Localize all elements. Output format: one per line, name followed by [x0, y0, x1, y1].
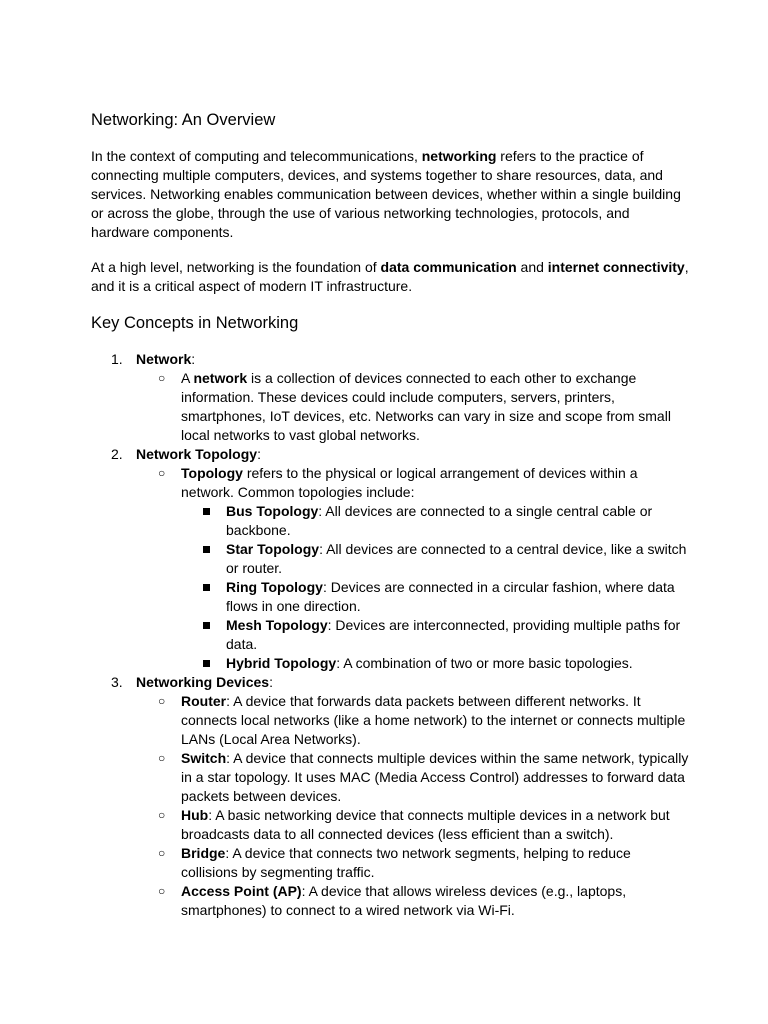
topology-item [181, 502, 691, 540]
sub-item-term: Access Point (AP) [181, 883, 302, 899]
sub-item-text: : A device that connects multiple devices within the same network, typically in a star topology. It uses MAC (Media Access Control) addresses to forward data packets between devices. [181, 750, 689, 804]
intro-text: , and it is a critical aspect of modern IT infrastructure. [91, 259, 689, 294]
intro-text: In the context of computing and telecommunications, [91, 148, 422, 164]
sub-item-term: Router [181, 693, 227, 709]
sub-item-text: : A device that connects two network segments, helping to reduce collisions by segmenting traffic. [181, 845, 631, 880]
topology-item [181, 540, 691, 578]
sub-list-item [136, 806, 691, 844]
topology-item [181, 578, 691, 616]
intro-bold-term: data communication [380, 259, 517, 275]
section-title: Key Concepts in Networking [91, 314, 299, 332]
sub-item-text: A [181, 370, 194, 386]
square-bullet-icon [203, 660, 210, 667]
list-item [91, 673, 691, 920]
list-number: 1. [111, 351, 123, 367]
sub-item-term: Hub [181, 807, 209, 823]
sub-list-item [136, 464, 691, 673]
circle-bullet-icon: ○ [158, 846, 166, 860]
topology-term: Mesh Topology [226, 617, 328, 633]
topology-term: Bus Topology [226, 503, 319, 519]
topology-text: : Devices are connected in a circular fashion, where data flows in one direction. [226, 579, 675, 614]
list-number: 2. [111, 446, 123, 462]
circle-bullet-icon: ○ [158, 371, 166, 385]
item-colon: : [191, 351, 196, 367]
topology-item [181, 616, 691, 654]
circle-bullet-icon: ○ [158, 694, 166, 708]
page-title: Networking: An Overview [91, 111, 276, 129]
item-heading: Network Topology [136, 446, 258, 462]
sub-list-item [136, 844, 691, 882]
item-heading: Network [136, 351, 192, 367]
list-item [91, 445, 691, 673]
sub-item-term: Topology [181, 465, 243, 481]
list-item [91, 350, 691, 445]
circle-bullet-icon: ○ [158, 466, 166, 480]
concept-list [91, 350, 691, 920]
sub-item-term: Bridge [181, 845, 226, 861]
topology-text: : Devices are interconnected, providing multiple paths for data. [226, 617, 681, 652]
intro-paragraph [91, 258, 691, 296]
topology-text: : A combination of two or more basic topologies. [336, 655, 633, 671]
intro-bold-term: networking [421, 148, 497, 164]
sub-item-text: : A device that forwards data packets between different networks. It connects local networks (like a home network) to the internet or connects multiple LANs (Local Area Networks). [181, 693, 686, 747]
intro-text: and [516, 259, 548, 275]
sub-item-text: : A device that allows wireless devices (e.g., laptops, smartphones) to connect to a wired network via Wi-Fi. [181, 883, 627, 918]
topology-text: : All devices are connected to a central device, like a switch or router. [226, 541, 687, 576]
topology-list [181, 502, 691, 673]
sub-item-term: Switch [181, 750, 227, 766]
topology-text: : All devices are connected to a single central cable or backbone. [226, 503, 653, 538]
topology-item [181, 654, 691, 673]
sub-list-item [136, 749, 691, 806]
sub-list-item [136, 882, 691, 920]
topology-term: Star Topology [226, 541, 320, 557]
circle-bullet-icon: ○ [158, 808, 166, 822]
item-heading: Networking Devices [136, 674, 270, 690]
document-content [91, 109, 691, 920]
intro-text: At a high level, networking is the foundation of [91, 259, 381, 275]
circle-bullet-icon: ○ [158, 751, 166, 765]
sub-list [136, 369, 691, 445]
intro-text: refers to the practice of connecting multiple computers, devices, and systems together to share resources, data, and services. Networking enables communication between devices, whether within a single building or across the globe, through the use of various networking technologies, protocols, and hardware components. [91, 148, 681, 240]
item-colon: : [257, 446, 261, 462]
sub-item-term: network [193, 370, 248, 386]
sub-item-text: : A basic networking device that connects multiple devices in a network but broadcasts data to all connected devices (less efficient than a switch). [181, 807, 670, 842]
sub-list-item [136, 692, 691, 749]
circle-bullet-icon: ○ [158, 884, 166, 898]
intro-bold-term: internet connectivity [547, 259, 685, 275]
topology-term: Hybrid Topology [226, 655, 337, 671]
sub-list [136, 692, 691, 920]
list-number: 3. [111, 674, 123, 690]
sub-list [136, 464, 691, 673]
intro-paragraph [91, 147, 691, 242]
sub-list-item [136, 369, 691, 445]
square-bullet-icon [203, 622, 210, 629]
square-bullet-icon [203, 546, 210, 553]
item-colon: : [269, 674, 273, 690]
square-bullet-icon [203, 508, 210, 515]
sub-item-text: is a collection of devices connected to each other to exchange information. These devices could include computers, servers, printers, smartphones, IoT devices, etc. Networks can vary in size and scope from small local networks to vast global networks. [181, 370, 671, 443]
square-bullet-icon [203, 584, 210, 591]
topology-term: Ring Topology [226, 579, 323, 595]
sub-item-text: refers to the physical or logical arrangement of devices within a network. Common topologies include: [181, 465, 638, 500]
